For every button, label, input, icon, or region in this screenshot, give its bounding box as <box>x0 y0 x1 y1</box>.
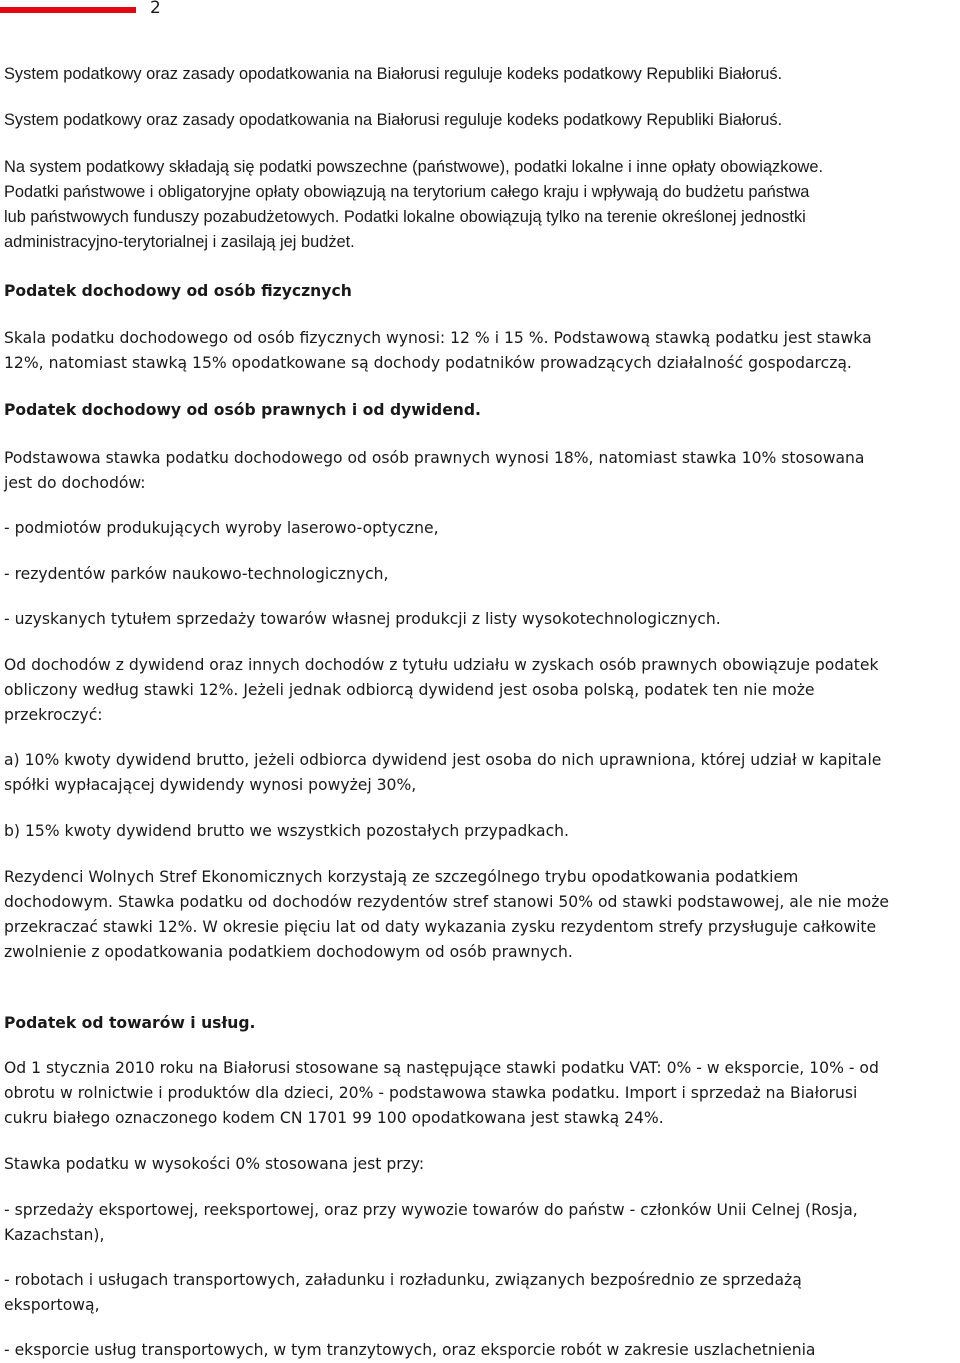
paragraph-corporate-rate <box>4 446 954 496</box>
text-line: Stawka podatku w wysokości 0% stosowana jest przy: <box>4 1155 425 1173</box>
paragraph-dividends <box>4 653 954 728</box>
text-line: b) 15% kwoty dywidend brutto we wszystkich pozostałych przypadkach. <box>4 822 569 840</box>
paragraph-intro-2 <box>4 108 954 133</box>
list-item <box>4 748 954 798</box>
list-item <box>4 607 954 632</box>
text-line: spółki wypłacającej dywidendy wynosi powyżej 30%, <box>4 776 417 794</box>
text-line: Od 1 stycznia 2010 roku na Białorusi stosowane są następujące stawki podatku VAT: 0% - w eksporcie, 10% - od <box>4 1059 879 1077</box>
text-line: Skala podatku dochodowego od osób fizycznych wynosi: 12 % i 15 %. Podstawową stawką podatku jest stawka <box>4 329 872 347</box>
paragraph-vat-rates <box>4 1056 954 1131</box>
text-line: administracyjno-terytorialnej i zasilają jej budżet. <box>4 233 355 251</box>
text-line: Od dochodów z dywidend oraz innych dochodów z tytułu udziału w zyskach osób prawnych obowiązuje podatek <box>4 656 879 674</box>
heading-text: Podatek od towarów i usług. <box>4 1014 256 1032</box>
paragraph-zero-rate-intro <box>4 1152 954 1177</box>
text-line: cukru białego oznaczonego kodem CN 1701 99 100 opodatkowana jest stawką 24%. <box>4 1109 664 1127</box>
text-line: dochodowym. Stawka podatku od dochodów rezydentów stref stanowi 50% od stawki podstawowej, ale nie może <box>4 893 889 911</box>
text-line: przekroczyć: <box>4 706 103 724</box>
text-line: System podatkowy oraz zasady opodatkowania na Białorusi reguluje kodeks podatkowy Republiki Białoruś. <box>4 65 783 83</box>
list-item <box>4 1198 954 1248</box>
text-line: obliczony według stawki 12%. Jeżeli jednak odbiorcą dywidend jest osoba polską, podatek ten nie może <box>4 681 815 699</box>
list-item <box>4 516 954 541</box>
text-line: 12%, natomiast stawką 15% opodatkowane są dochody podatników prowadzących działalność gospodarczą. <box>4 354 852 372</box>
paragraph-free-economic-zones <box>4 865 954 965</box>
text-line: Podstawowa stawka podatku dochodowego od osób prawnych wynosi 18%, natomiast stawka 10% stosowana <box>4 449 865 467</box>
text-line: - sprzedaży eksportowej, reeksportowej, oraz przy wywozie towarów do państw - członków Unii Celnej (Rosja, <box>4 1201 858 1219</box>
paragraph-intro-1 <box>4 62 954 87</box>
text-line: Rezydenci Wolnych Stref Ekonomicznych korzystają ze szczególnego trybu opodatkowania podatkiem <box>4 868 799 886</box>
paragraph-personal-income-tax <box>4 326 954 376</box>
text-line: - uzyskanych tytułem sprzedaży towarów własnej produkcji z listy wysokotechnologicznych. <box>4 610 721 628</box>
heading-personal-income-tax <box>4 279 954 304</box>
heading-corporate-income-tax <box>4 398 954 423</box>
text-line: - rezydentów parków naukowo-technologicznych, <box>4 565 389 583</box>
text-line: przekraczać stawki 12%. W okresie pięciu lat od daty wykazania zysku rezydentom strefy przysługuje całkowite <box>4 918 877 936</box>
text-line: Kazachstan), <box>4 1226 105 1244</box>
text-line: - podmiotów produkujących wyroby laserowo-optyczne, <box>4 519 439 537</box>
list-item <box>4 819 954 844</box>
text-line: obrotu w rolnictwie i produktów dla dzieci, 20% - podstawowa stawka podatku. Import i sprzedaż na Białorusi <box>4 1084 858 1102</box>
text-line: - eksporcie usług transportowych, w tym tranzytowych, oraz eksporcie robót w zakresie uszlachetnienia <box>4 1341 816 1359</box>
text-line: Na system podatkowy składają się podatki powszechne (państwowe), podatki lokalne i inne opłaty obowiązkowe. <box>4 158 824 176</box>
text-line: lub państwowych funduszy pozabudżetowych. Podatki lokalne obowiązują tylko na terenie określonej jednostki <box>4 208 806 226</box>
text-line: Podatki państwowe i obligatoryjne opłaty obowiązują na terytorium całego kraju i wpływają do budżetu państwa <box>4 183 810 201</box>
list-item <box>4 1338 954 1363</box>
text-line: jest do dochodów: <box>4 474 146 492</box>
text-line: a) 10% kwoty dywidend brutto, jeżeli odbiorca dywidend jest osoba do nich uprawniona, której udział w kapitale <box>4 751 882 769</box>
heading-text: Podatek dochodowy od osób prawnych i od dywidend. <box>4 401 481 419</box>
list-item <box>4 1268 954 1318</box>
text-line: zwolnienie z opodatkowania podatkiem dochodowym od osób prawnych. <box>4 943 573 961</box>
heading-vat <box>4 1011 954 1036</box>
text-line: - robotach i usługach transportowych, załadunku i rozładunku, związanych bezpośrednio ze sprzedażą <box>4 1271 802 1289</box>
text-line: eksportową, <box>4 1296 100 1314</box>
paragraph-tax-system <box>4 155 954 255</box>
page-number: 2 <box>150 0 161 18</box>
list-item <box>4 562 954 587</box>
header-accent-bar <box>0 7 136 13</box>
text-line: System podatkowy oraz zasady opodatkowania na Białorusi reguluje kodeks podatkowy Republiki Białoruś. <box>4 111 783 129</box>
heading-text: Podatek dochodowy od osób fizycznych <box>4 282 352 300</box>
